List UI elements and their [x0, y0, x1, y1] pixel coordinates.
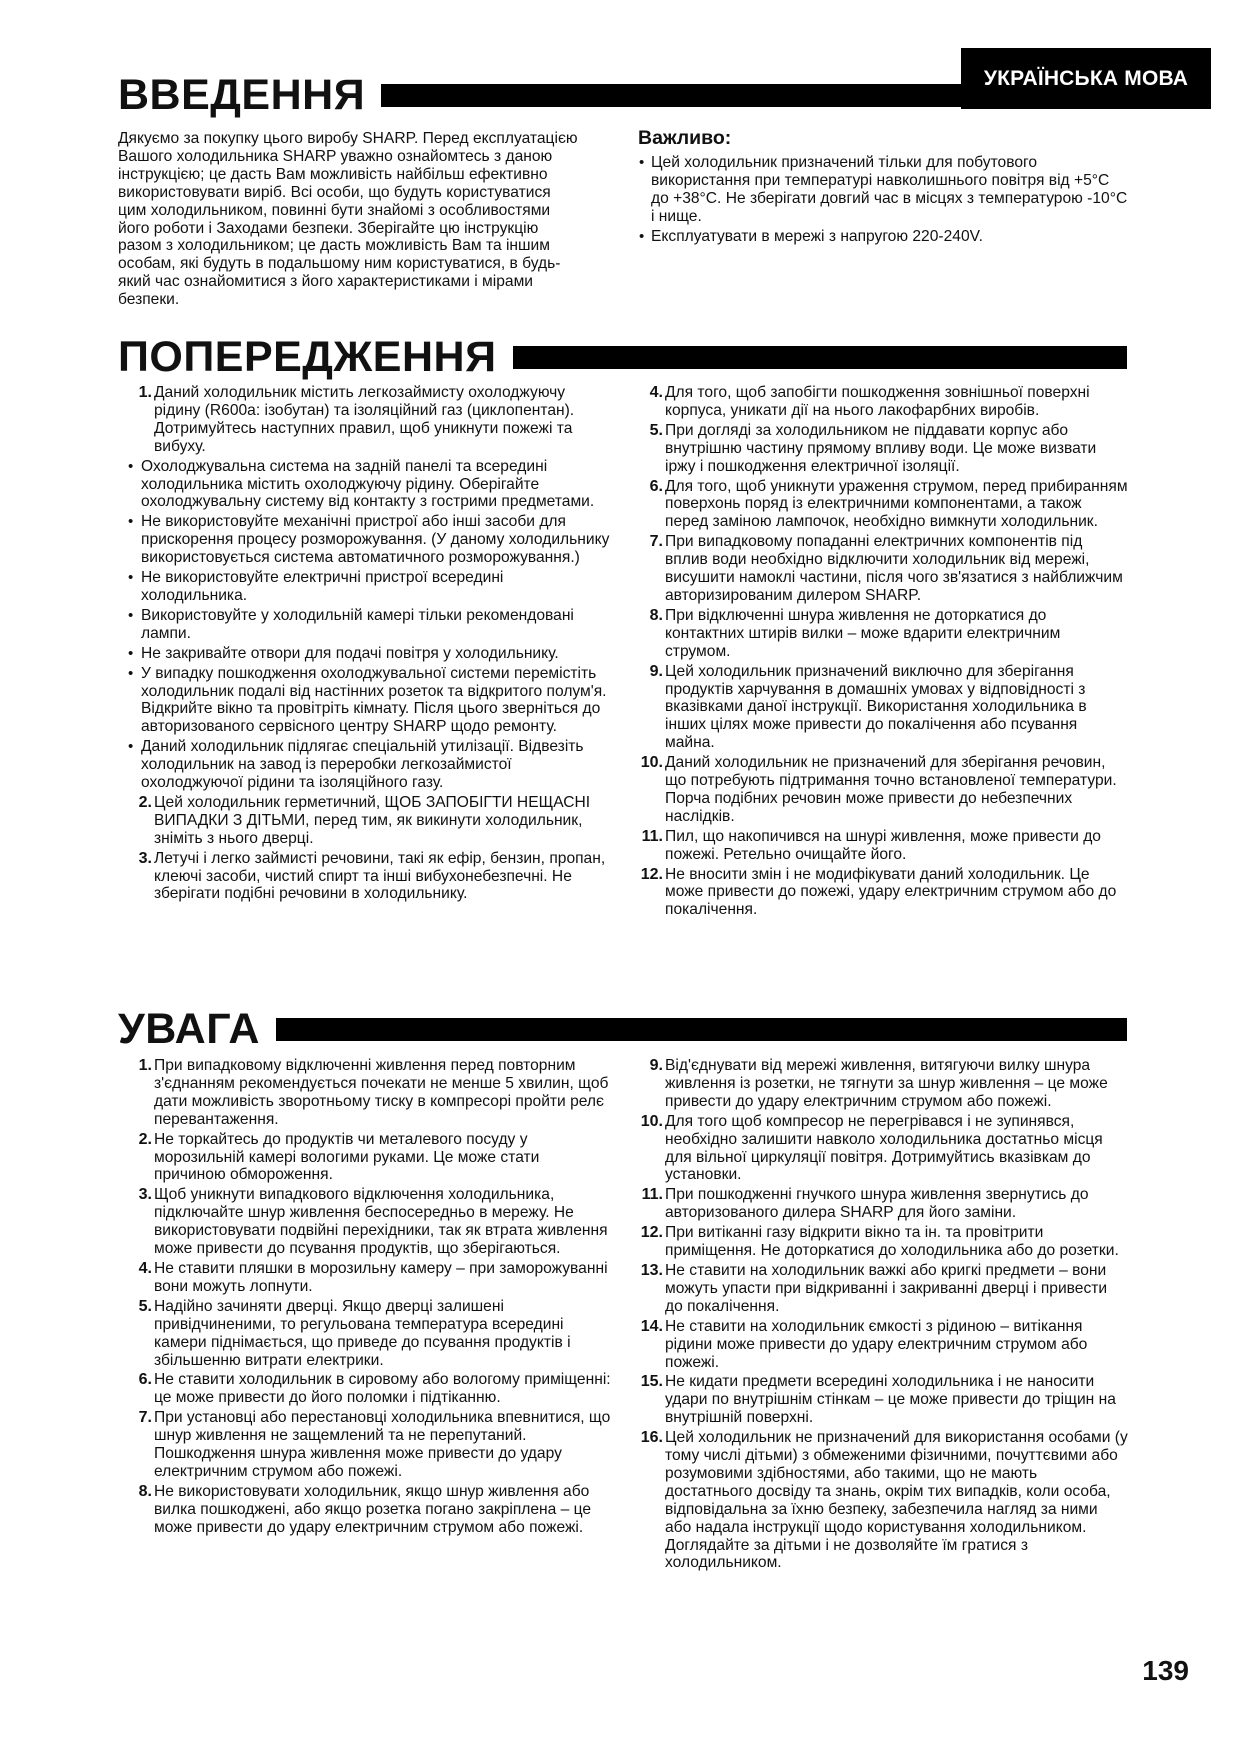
item-text: При установці або перестановці холодильника впевнитися, що шнур живлення не защемлений та не перепутаний. Пошкодження шнура живлення може привести до удару електричним струмом або пожежі. — [154, 1409, 611, 1480]
item-number: 12. — [640, 865, 663, 883]
list-item — [638, 1262, 1128, 1316]
item-number: 10. — [640, 754, 663, 772]
heading-bar — [513, 346, 1128, 369]
list-item — [127, 513, 611, 567]
item-text: При випадковому попаданні електричних компонентів під вплив води необхідно відключити холодильник від мережі, висушити намоклі частини, після чого зв'язатися з найближчим авторизированим дилером SHARP. — [665, 533, 1123, 604]
caution-left-list — [127, 1057, 611, 1537]
item-number: 2. — [138, 1130, 152, 1148]
language-tab: УКРАЇНСЬКА МОВА — [961, 48, 1211, 109]
list-item — [638, 422, 1128, 476]
caution-right-list — [638, 1057, 1128, 1572]
item-number: 12. — [640, 1224, 663, 1242]
item-number: 16. — [640, 1429, 663, 1447]
intro-heading-row — [118, 71, 965, 119]
list-item — [638, 533, 1128, 605]
item-number: 6. — [649, 477, 663, 495]
list-item — [127, 458, 611, 512]
warning-heading-row — [118, 333, 1127, 381]
item-text: Пил, що накопичився на шнурі живлення, може привести до пожежі. Ретельно очищайте його. — [665, 827, 1101, 863]
item-text: Не кидати предмети всередині холодильника і не наносити удари по внутрішнім стінкам – це може привести до тріщин на внутрішній поверхні. — [665, 1373, 1116, 1427]
list-item — [127, 1131, 611, 1185]
item-number: 6. — [138, 1371, 152, 1389]
warning-right-list — [638, 384, 1128, 919]
caution-heading-row — [118, 1005, 1127, 1053]
item-text: Цей холодильник герметичний, ЩОБ ЗАПОБІГТИ НЕЩАСНІ ВИПАДКИ З ДІТЬМИ, перед тим, як викинути холодильник, зніміть з нього дверці. — [154, 793, 591, 847]
item-text: Даний холодильник містить легкозаймисту охолоджуючу рідину (R600a: ізобутан) та ізоляційний газ (циклопентан). Дотримуйтесь наступних правил, щоб уникнути пожежі та вибуху. — [154, 384, 575, 455]
warning-heading: ПОПЕРЕДЖЕННЯ — [118, 333, 497, 381]
item-text: При пошкодженні гнучкого шнура живлення звернутись до авторизованого дилера SHARP для його заміни. — [665, 1186, 1089, 1222]
list-item — [127, 1409, 611, 1481]
item-number: 7. — [649, 533, 663, 551]
item-number: 11. — [641, 1186, 663, 1204]
warning-left-list — [127, 384, 611, 903]
item-text: Для того щоб компресор не перегрівався і не зупинявся, необхідно залишити навколо холодильника достатньо місця для вільної циркуляції повітря. Дотримуйтись вказівкам до установки. — [665, 1112, 1103, 1184]
item-number: 8. — [649, 606, 663, 624]
list-item — [638, 1373, 1128, 1427]
item-number: 7. — [138, 1409, 152, 1427]
caution-right-column — [638, 1057, 1128, 1574]
list-item — [638, 1224, 1128, 1260]
item-text: У випадку пошкодження охолоджувальної системи перемістіть холодильник подалі від настінних розеток та відкритого полум'я. Відкрийте вікно та провітріть кімнату. Після цього зверніться до авторизованого сервісного центру SHARP щодо ремонту. — [141, 664, 607, 736]
item-text: Від'єднувати від мережі живлення, витягуючи вилку шнура живлення із розетки, не тягнути за шнур живлення – це може привести до удару електричним струмом або пожежі. — [665, 1057, 1108, 1110]
item-text: Не вносити змін і не модифікувати даний холодильник. Це може привести до пожежі, удару електричним струмом або до покалічення. — [665, 865, 1117, 919]
item-text: Використовуйте у холодильній камері тільки рекомендовані лампи. — [141, 606, 574, 642]
list-item — [127, 569, 611, 605]
item-text: Не ставити холодильник в сировому або вологому приміщенні: це може привести до його поломки і підтіканню. — [154, 1371, 611, 1407]
list-item — [127, 384, 611, 456]
item-text: Охолоджувальна система на задній панелі та всередині холодильника містить охолоджуючу рідину. Оберігайте охолоджувальну систему від контакту з гострими предметами. — [141, 457, 595, 511]
item-number: 3. — [138, 1186, 152, 1204]
item-number: 11. — [641, 827, 663, 845]
list-item — [638, 663, 1128, 753]
item-text: Не закривайте отвори для подачі повітря у холодильнику. — [141, 644, 559, 662]
item-number: 2. — [138, 793, 152, 811]
list-item — [127, 738, 611, 792]
list-item — [127, 1483, 611, 1537]
item-text: Для того, щоб уникнути ураження струмом, перед прибиранням поверхонь поряд із електричними компонентами, а також перед заміною лампочок, необхідно вимкнути холодильник. — [665, 477, 1128, 531]
item-text: Не використовувати холодильник, якщо шнур живлення або вилка пошкоджені, або якщо розетка погано закріплена – це може привести до удару електричним струмом або пожежі. — [154, 1482, 592, 1536]
list-item — [638, 1318, 1128, 1372]
item-text: Надійно зачиняти дверці. Якщо дверці залишені привідчиненими, то регульована температура всередині камери піднімається, що приведе до псування продуктів і збільшенню витрати електрики. — [154, 1297, 571, 1369]
item-number: 1. — [138, 1057, 152, 1074]
page-number: 139 — [1142, 1655, 1189, 1686]
item-text: Не ставити на холодильник важкі або кригкі предмети – вони можуть упасти при відкриванні і закриванні дверці і привести до покалічення. — [665, 1261, 1108, 1315]
item-text: При витіканні газу відкрити вікно та ін. та провітрити приміщення. Не доторкатися до холодильника або до розетки. — [665, 1224, 1119, 1260]
item-text: Даний холодильник не призначений для зберігання речовин, що потребують підтримання точно встановленої температури. Порча подібних речовин може привести до небезпечних наслідків. — [665, 754, 1117, 825]
list-item — [638, 607, 1128, 661]
item-number: 4. — [649, 384, 663, 401]
caution-heading: УВАГА — [118, 1005, 260, 1053]
heading-bar — [381, 84, 965, 107]
important-list — [638, 154, 1128, 246]
item-number: 9. — [649, 1057, 663, 1074]
list-item — [127, 1260, 611, 1296]
item-number: 15. — [640, 1373, 663, 1391]
item-number: 4. — [138, 1259, 152, 1277]
item-number: 14. — [640, 1317, 663, 1335]
item-text: Не використовуйте електричні пристрої всередині холодильника. — [141, 569, 504, 604]
important-title: Важливо: — [638, 127, 732, 149]
list-item — [127, 1298, 611, 1370]
list-item — [127, 1371, 611, 1407]
list-item — [638, 828, 1128, 864]
list-item — [127, 1186, 611, 1258]
item-text: Не використовуйте механічні пристрої або інші засоби для прискорення процесу розморожування. (У даному холодильнику використовується система автоматичного розморожування.) — [141, 513, 610, 567]
warning-right-column — [638, 384, 1128, 921]
heading-bar — [276, 1018, 1127, 1041]
item-number: 8. — [138, 1482, 152, 1500]
list-item — [638, 384, 1128, 420]
item-text: Не торкайтесь до продуктів чи металевого посуду у морозильній камері вологими руками. Це може стати причиною обмороження. — [154, 1130, 540, 1184]
list-item — [127, 607, 611, 643]
warning-left-column — [127, 384, 611, 905]
list-item — [638, 754, 1128, 826]
intro-column — [118, 130, 578, 309]
item-number: 5. — [138, 1297, 152, 1315]
item-text: Даний холодильник підлягає спеціальній утилізації. Відвезіть холодильник на завод із переробки легкозаймистої охолоджуючої рідини та ізоляційного газу. — [141, 738, 584, 792]
list-item — [638, 478, 1128, 532]
list-item — [127, 850, 611, 904]
item-text: Цей холодильник не призначений для використання особами (у тому числі дітьми) з обмеженими фізичними, почуттєвими або розумовими здібностями, або такими, що не мають достатнього досвіду та знань, окрім тих випадків, коли особа, відповідальна за їхню безпеку, забезпечила нагляд за ними або надала інструкції щодо користування холодильником. Доглядайте за дітьми і не дозволяйте їм гратися з холодильником. — [665, 1429, 1128, 1572]
list-item — [127, 1057, 611, 1129]
list-item — [638, 1429, 1128, 1572]
item-number: 10. — [640, 1112, 663, 1130]
intro-heading: ВВЕДЕННЯ — [118, 71, 366, 119]
item-number: 3. — [138, 849, 152, 867]
list-item — [127, 645, 611, 663]
item-number: 1. — [138, 384, 152, 401]
item-text: При відключенні шнура живлення не доторкатися до контактних штирів вилки – може вдарити електричним струмом. — [665, 606, 1061, 660]
list-item — [638, 1057, 1128, 1111]
caution-left-column — [127, 1057, 611, 1539]
item-text: Для того, щоб запобігти пошкодження зовнішньої поверхні корпуса, уникати дії на нього лакофарбних виробів. — [665, 384, 1090, 419]
list-item: • Експлуатувати в мережі з напругою 220-240V. — [638, 228, 1128, 246]
list-item — [127, 794, 611, 848]
item-text: Летучі і легко займисті речовини, такі як ефір, бензин, пропан, клеючі засоби, чистий спирт та інші вибухонебезпечні. Не зберігати подібні речовини в холодильнику. — [154, 849, 606, 903]
item-text: Щоб уникнути випадкового відключення холодильника, підключайте шнур живлення беспосередньо в мережу. Не використовувати подвійні перехідники, так як втрата живлення може привести до псування продуктів, що зберігаються. — [154, 1186, 608, 1258]
item-text: Не ставити пляшки в морозильну камеру – при заморожуванні вони можуть лопнути. — [154, 1259, 608, 1295]
list-item — [638, 866, 1128, 920]
list-item — [638, 1186, 1128, 1222]
list-item — [127, 665, 611, 737]
item-number: 5. — [649, 421, 663, 439]
item-text: Цей холодильник призначений виключно для зберігання продуктів харчування в домашніх умовах у відповідності з вказівками даної інструкції. Використання холодильника в інших цілях може привести до покалічення або псування майна. — [665, 662, 1087, 752]
intro-text: Дякуємо за покупку цього виробу SHARP. Перед експлуатацією Вашого холодильника SHARP уважно ознайомтесь з даною інструкцією; це дасть Вам можливість найбільш ефективно використовувати виріб. Всі особи, що будуть користуватися цим холодильником, повинні бути знайомі з особливостями його роботи і Заходами безпеки. Зберігайте цю інструкцію разом з холодильником; це дасть можливість Вам та іншим особам, які будуть в подальшому ним користуватися, в будь-який час ознайомитися з його характеристиками і мірами безпеки. — [118, 130, 578, 309]
list-item — [638, 1113, 1128, 1185]
item-text: При випадковому відключенні живлення перед повторним з'єднанням рекомендується почекати не менше 5 хвилин, щоб дати можливість зворотньому тиску в компресорі пройти релє перевантаження. — [154, 1057, 609, 1128]
important-column — [638, 127, 1128, 247]
item-number: 9. — [649, 662, 663, 680]
item-text: Не ставити на холодильник ємкості з рідиною – витікання рідини може привести до удару електричним струмом або пожежі. — [665, 1317, 1088, 1371]
list-item: • Цей холодильник призначений тільки для побутового використання при температурі навколишнього повітря від +5°C до +38°C. Не зберігати довгий час в місцях з температурою -10°C і нище. — [638, 154, 1128, 226]
item-number: 13. — [640, 1261, 663, 1279]
item-text: При догляді за холодильником не піддавати корпус або внутрішню частину прямому впливу води. Це може визвати іржу і пошкодження електричної ізоляції. — [665, 421, 1097, 475]
